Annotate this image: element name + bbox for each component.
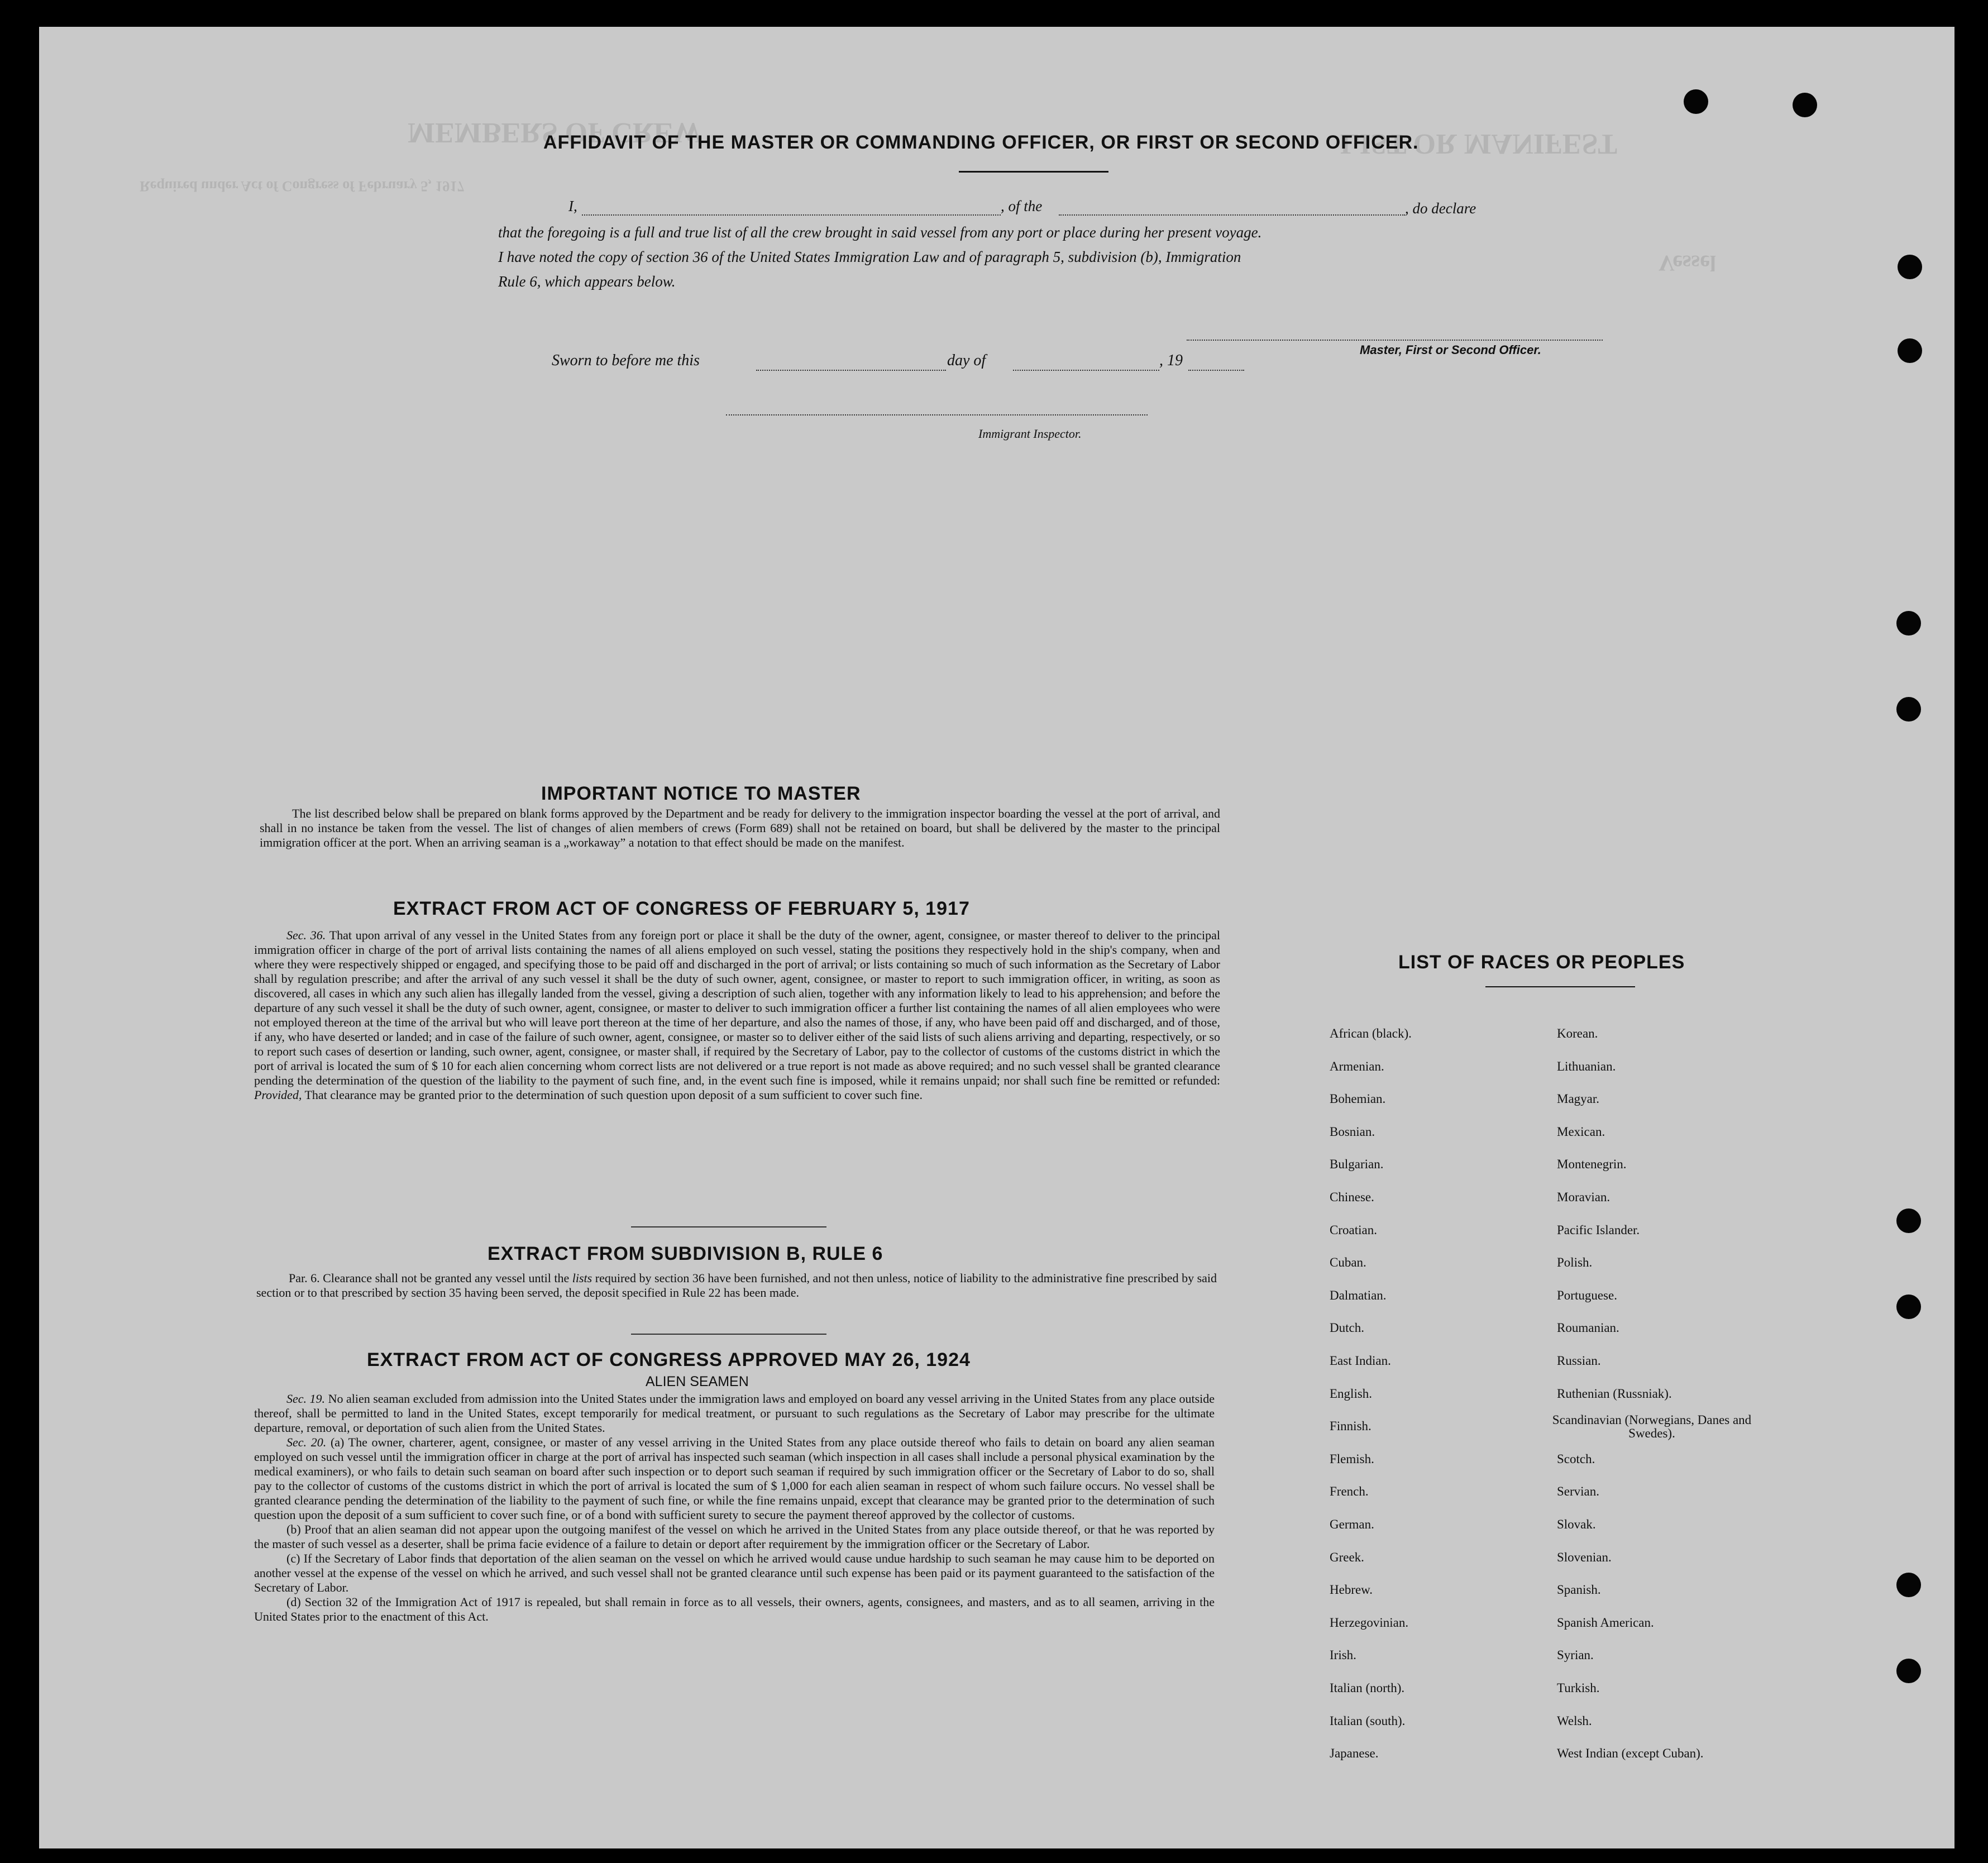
race-item: Finnish. (1330, 1419, 1371, 1434)
sec19-text: No alien seaman excluded from admission into the United States under the immigration laws and employed on board any vessel arriving in the United States from any place outside thereof, shall be permitted to land in the United States, except temporarily for medical treatment, or pursuant to such regulations as the Secretary of Labor may prescribe for the ultimate departure, removal, or deportation of such alien from the United States. (254, 1392, 1215, 1435)
race-item: Slovenian. (1557, 1550, 1612, 1564)
race-item: Irish. (1330, 1648, 1356, 1663)
race-item: Croatian. (1330, 1222, 1377, 1237)
race-item: Portuguese. (1557, 1288, 1617, 1302)
statement-line-3: Rule 6, which appears below. (498, 273, 676, 290)
sec20b-text: (b) Proof that an alien seaman did not appear upon the outgoing manifest of the vessel on which he arrived in the United States from any place outside thereof, or that he was reported by the master of such vessel as a deserter, shall be prima facie evidence of a failure to detain or deport after requirement by the immigration officer or the Secretary of Labor. (254, 1522, 1215, 1551)
lists-word: lists (572, 1271, 592, 1285)
sec36-label: Sec. 36. (286, 928, 326, 942)
of-the-label: , of the (1001, 198, 1043, 214)
race-item: Lithuanian. (1557, 1059, 1616, 1073)
race-item: Herzegovinian. (1330, 1615, 1409, 1630)
race-item: Montenegrin. (1557, 1157, 1627, 1172)
race-item: Korean. (1557, 1026, 1598, 1040)
sec20d-text: (d) Section 32 of the Immigration Act of 1917 is repealed, but shall remain in force as to all vessels, their owners, agents, consignees, and masters, and as to all seamen, arriving in the United States prior to the enactment of this Act. (254, 1595, 1215, 1623)
do-declare-label: , do declare (1405, 200, 1476, 217)
race-item: Italian (north). (1330, 1681, 1405, 1695)
affidavit-title: AFFIDAVIT OF THE MASTER OR COMMANDING OFFICER, OR FIRST OR SECOND OFFICER. (543, 132, 1419, 153)
race-item: Cuban. (1330, 1255, 1366, 1270)
race-item: Spanish. (1557, 1583, 1601, 1597)
race-item: Dutch. (1330, 1321, 1364, 1335)
race-item: West Indian (except Cuban). (1557, 1746, 1704, 1761)
race-item: Chinese. (1330, 1190, 1374, 1204)
race-item: Russian. (1557, 1354, 1601, 1368)
race-item: German. (1330, 1517, 1374, 1531)
day-of-label: day of (947, 352, 986, 369)
race-item: Bosnian. (1330, 1124, 1375, 1139)
race-item: Dalmatian. (1330, 1288, 1387, 1302)
race-item: Welsh. (1557, 1713, 1592, 1728)
notice-body: The list described below shall be prepared on blank forms approved by the Department and be ready for delivery to the immigration inspector boarding the vessel at the port of arrival, and shall in no instance be taken from the vessel. The list of changes of alien members of crews (Form 689) shall not be retained on board, but shall be delivered by the master to the principal immigration officer at the port. When an arriving seaman is a „workaway” a notation to that effect should be made on the manifest. (260, 806, 1220, 849)
race-item: Slovak. (1557, 1517, 1596, 1531)
sec20a-text: (a) The owner, charterer, agent, consignee, or master of any vessel arriving in the United States from any place outside thereof who fails to detain on board any alien seaman employed on such vessel until the immigration officer in charge at the port of arrival has inspected such seaman (which inspection in all cases shall include a personal physical examination by the medical examiners), or who fails to detain such seaman on board after such inspection or to deport such seaman if required by such immigration officer or the Secretary of Labor to do so, shall pay to the collector of customs of the customs district in which the port of arrival is located the sum of $ 1,000 for each alien seaman in respect of whom such failure occurs. No vessel shall be granted clearance pending the determination of the liability to the payment of such fine, or while the fine remains unpaid, except that clearance may be granted prior to the determination of such question upon the deposit of a sum sufficient to cover such fine, or of a bond with sufficient surety to secure the payment thereof approved by the collector of customs. (254, 1435, 1215, 1522)
document-page: LIST OR MANIFEST MEMBERS OF CREW Required under Act of Congress of February 5, 1917 Vessel AFFIDAVIT OF THE MASTER OR COMMANDING OFFICER, OR FIRST OR SECOND OFFICER. I, , of the , do declare that the foregoing is a full and true list of all the crew brought in said vessel from any port or place during her present voyage. I have noted the copy of section 36 of the United States Immigration Law and of paragraph 5, subdivision (b), Immigration Rule 6, which appears below. Master, First or Second Officer. Sworn to before me this day of , 19 Immigrant Inspector. IMPORTANT NOTICE TO MASTER The list described below shall be prepared on blank forms approved by the Department and be ready for delivery to the immigration inspector boarding the vessel at the port of arrival, and shall in no instance be taken from the vessel. The list of changes of alien members of crews (Form 689) shall not be retained on board, but shall be delivered by the master to the principal immigration officer at the port. When an arriving seaman is a „workaway” a notation to that effect should be made on the manifest. EXTRACT FROM ACT OF CONGRESS OF FEBRUARY 5, 1917 Sec. 36. That upon arrival of any vessel in the United States from any foreign port or place it shall be the duty of the owner, agent, consignee, or master thereof to deliver to the principal immigration officer in charge of the port of arrival lists containing the names of all aliens employed on such vessel, stating the positions they respectively hold in the ship's company, when and where they were respectively shipped or engaged, and specifying those to be paid off and discharged in the port of arrival; or lists containing so much of such information as the Secretary of Labor shall by regulation prescribe; and after the arrival of any such vessel it shall be the duty of such owner, agent, consignee, or master to report to such immigration officer, in writing, as soon as discovered, all cases in which any such alien has illegally landed from the vessel, giving a description of such alien, together with any information likely to lead to his apprehension; and before the departure of any such vessel it shall be the duty of such owner, agent, consignee, or master to deliver to such immigration officer a further list containing the names of all alien employees who were not employed thereon at the time of the arrival but who will leave port thereon at the time of her departure, and also the names of those, if any, who have been paid off and discharged, and of those, if any, who have deserted or landed; and in case of the failure of such owner, agent, consignee, or master so to deliver either of the said lists of such aliens arriving and departing, respectively, or so to report such cases of desertion or landing, such owner, agent, consignee, or master shall, if required by the Secretary of Labor, pay to the collector of customs of the customs district in which the port of arrival is located the sum of $ 10 for each alien concerning whom correct lists are not delivered or a true report is not made as above required; and no such vessel shall be granted clearance pending the determination of the question of the liability to the payment of such fine, and, in the event such fine is imposed, while it remains unpaid; nor shall such fine be remitted or refunded: Provided, That clearance may be granted prior to the determination of such question upon deposit of a sum sufficient to cover such fine. EXTRACT FROM SUBDIVISION B, RULE 6 Par. 6. Clearance shall not be granted any vessel until the lists required by section 36 have been furnished, and not then unless, notice of liability to the administrative fine prescribed by said section or to that prescribed by section 35 having been served, the deposit specified in Rule 22 has been made. EXTRACT FROM ACT OF CONGRESS APPROVED MAY 26, 1924 ALIEN SEAMEN Sec. 19. No alien seaman excluded from admission into the United States under the immigration laws and employed on board any vessel arriving in the United States from any place outside thereof, shall be permitted to land in the United States, except temporarily for medical treatment, or pursuant to such regulations as the Secretary of Labor may prescribe for the ultimate departure, removal, or deportation of such alien from the United States. Sec. 20. (a) The owner, charterer, agent, consignee, or master of any vessel arriving in the United States from any place outside thereof who fails to detain on board any alien seaman employed on such vessel until the immigration officer in charge at the port of arrival has inspected such seaman (which inspection in all cases shall include a personal physical examination by the medical examiners), or who fails to detain such seaman on board after such inspection or to deport such seaman if required by such immigration officer or the Secretary of Labor to do so, shall pay to the collector of customs of the customs district in which the port of arrival is located the sum of $ 1,000 for each alien seaman in respect of whom such failure occurs. No vessel shall be granted clearance pending the determination of the liability to the payment of such fine, or while the fine remains unpaid, except that clearance may be granted prior to the determination of such question upon the deposit of a sum sufficient to cover such fine, or of a bond with sufficient surety to secure the payment thereof approved by the collector of customs. (b) Proof that an alien seaman did not appear upon the outgoing manifest of the vessel on which he arrived in the United States from any place outside thereof, or that he was reported by the master of such vessel as a deserter, shall be prima facie evidence of a failure to detain or deport after requirement by the immigration officer or the Secretary of Labor. (c) If the Secretary of Labor finds that deportation of the alien seaman on the vessel on which he arrived would cause undue hardship to such seaman he may cause him to be deported on another vessel at the expense of the vessel on which he arrived, and such vessel shall not be granted clearance until such expense has been paid or its payment guaranteed to the satisfaction of the Secretary of Labor. (d) Section 32 of the Immigration Act of 1917 is repealed, but shall remain in force as to all vessels, their owners, agents, consignees, and masters, and as to all seamen, arriving in the United States prior to the enactment of this Act. LIST OF RACES OR PEOPLES African (black). Armenian. Bohemian. Bosnian. Bulgarian. Chinese. Croatian. Cuban. Dalmatian. Dutch. East Indian. English. Finnish. Flemish. French. German. Greek. Hebrew. Herzegovinian. Irish. Italian (north). Italian (south). Japanese. Korean. Lithuanian. Magyar. Mexican. Montenegrin. Moravian. Pacific Islander. Polish. Portuguese. Roumanian. Russian. Ruthenian (Russniak). Scandinavian (Norwegians, Danes and Swedes). Scotch. Servian. Slovak. Slovenian. Spanish. Spanish American. Syrian. Turkish. Welsh. West Indian (except Cuban). (39, 27, 1954, 1848)
race-item: English. (1330, 1386, 1373, 1401)
statement-line-1: that the foregoing is a full and true list of all the crew brought in said vessel from any port or place during her present voyage. (498, 224, 1262, 241)
race-item: Servian. (1557, 1484, 1600, 1499)
race-item: Flemish. (1330, 1451, 1374, 1466)
race-item: Turkish. (1557, 1681, 1600, 1695)
provided-label: Provided, (254, 1088, 302, 1102)
race-item: African (black). (1330, 1026, 1412, 1040)
race-item: Mexican. (1557, 1124, 1605, 1139)
race-item: Bulgarian. (1330, 1157, 1384, 1172)
sworn-label: Sworn to before me this (552, 352, 700, 369)
race-item: Moravian. (1557, 1190, 1611, 1204)
statement-line-2: I have noted the copy of section 36 of the United States Immigration Law and of paragraph 5, subdivision (b), Immigration (498, 249, 1241, 265)
master-caption: Master, First or Second Officer. (1360, 343, 1541, 357)
extract-1924-title: EXTRACT FROM ACT OF CONGRESS APPROVED MAY 26, 1924 (367, 1349, 971, 1370)
race-item: Magyar. (1557, 1092, 1600, 1106)
race-item: French. (1330, 1484, 1369, 1499)
race-item: Scotch. (1557, 1451, 1595, 1466)
extract-rule6-title: EXTRACT FROM SUBDIVISION B, RULE 6 (488, 1243, 883, 1264)
race-item: Japanese. (1330, 1746, 1379, 1761)
race-item: Ruthenian (Russniak). (1557, 1386, 1672, 1401)
sec19-label: Sec. 19. (286, 1392, 326, 1406)
race-item: Syrian. (1557, 1648, 1594, 1663)
extract-1924-subtitle: ALIEN SEAMEN (646, 1374, 749, 1389)
race-item: Polish. (1557, 1255, 1593, 1270)
race-item: Roumanian. (1557, 1321, 1619, 1335)
declarant-label: I, (568, 198, 577, 214)
race-item: East Indian. (1330, 1354, 1391, 1368)
race-item: Spanish American. (1557, 1615, 1654, 1630)
notice-title: IMPORTANT NOTICE TO MASTER (541, 783, 861, 804)
race-item: Bohemian. (1330, 1092, 1386, 1106)
race-item: Hebrew. (1330, 1583, 1373, 1597)
rule6-text: Par. 6. Clearance shall not be granted any vessel until the (289, 1271, 570, 1285)
inspector-caption: Immigrant Inspector. (978, 427, 1082, 441)
sec20-label: Sec. 20. (286, 1435, 327, 1449)
race-item: Armenian. (1330, 1059, 1384, 1073)
sec36-text: That upon arrival of any vessel in the United States from any foreign port or place it shall be the duty of the owner, agent, consignee, or master thereof to deliver to the principal immigration officer in charge of the port of arrival lists containing the names of all aliens employed on such vessel, stating the positions they respectively hold in the ship's company, when and where they were respectively shipped or engaged, and specifying those to be paid off and discharged in the port of arrival; or lists containing so much of such information as the Secretary of Labor shall by regulation prescribe; and after the arrival of any such vessel it shall be the duty of such owner, agent, consignee, or master to report to such immigration officer, in writing, as soon as discovered, all cases in which any such alien has illegally landed from the vessel, giving a description of such alien, together with any information likely to lead to his apprehension; and before the departure of any such vessel it shall be the duty of such owner, agent, consignee, or master to deliver to such immigration officer a further list containing the names of all alien employees who were not employed thereon at the time of the arrival but who will leave port thereon at the time of her departure, and also the names of those, if any, who have been paid off and discharged, and of those, if any, who have deserted or landed; and in case of the failure of such owner, agent, consignee, or master so to deliver either of the said lists of such aliens arriving and departing, respectively, or so to report such cases of desertion or landing, such owner, agent, consignee, or master shall, if required by the Secretary of Labor, pay to the collector of customs of the customs district in which the port of arrival is located the sum of $ 10 for each alien concerning whom correct lists are not delivered or a true report is not made as above required; and no such vessel shall be granted clearance pending the determination of the question of the liability to the payment of such fine, and, in the event such fine is imposed, while it remains unpaid; nor shall such fine be remitted or refunded: (254, 928, 1221, 1087)
sec36-text-end: That clearance may be granted prior to the determination of such question upon deposit of a sum sufficient to cover such fine. (304, 1088, 923, 1102)
extract-1917-title: EXTRACT FROM ACT OF CONGRESS OF FEBRUARY 5, 1917 (393, 898, 970, 919)
race-item: Italian (south). (1330, 1713, 1406, 1728)
races-list (39, 27, 1954, 1848)
year-prefix: , 19 (1159, 352, 1183, 369)
races-title: LIST OF RACES OR PEOPLES (1398, 952, 1685, 973)
race-item: Greek. (1330, 1550, 1364, 1564)
race-item: Scandinavian (Norwegians, Danes and Swedes). (1552, 1413, 1752, 1441)
sec20c-text: (c) If the Secretary of Labor finds that deportation of the alien seaman on the vessel on which he arrived would cause undue hardship to such seaman he may cause him to be deported on another vessel at the expense of the vessel on which he arrived, and such vessel shall not be granted clearance until such expense has been paid or its payment guaranteed to the satisfaction of the Secretary of Labor. (254, 1551, 1215, 1594)
race-item: Pacific Islander. (1557, 1222, 1640, 1237)
rule6-text-end: required by section 36 have been furnished, and not then unless, notice of liability to the administrative fine prescribed by said section or to that prescribed by section 35 having been served, the deposit specified in Rule 22 has been made. (256, 1271, 1217, 1300)
